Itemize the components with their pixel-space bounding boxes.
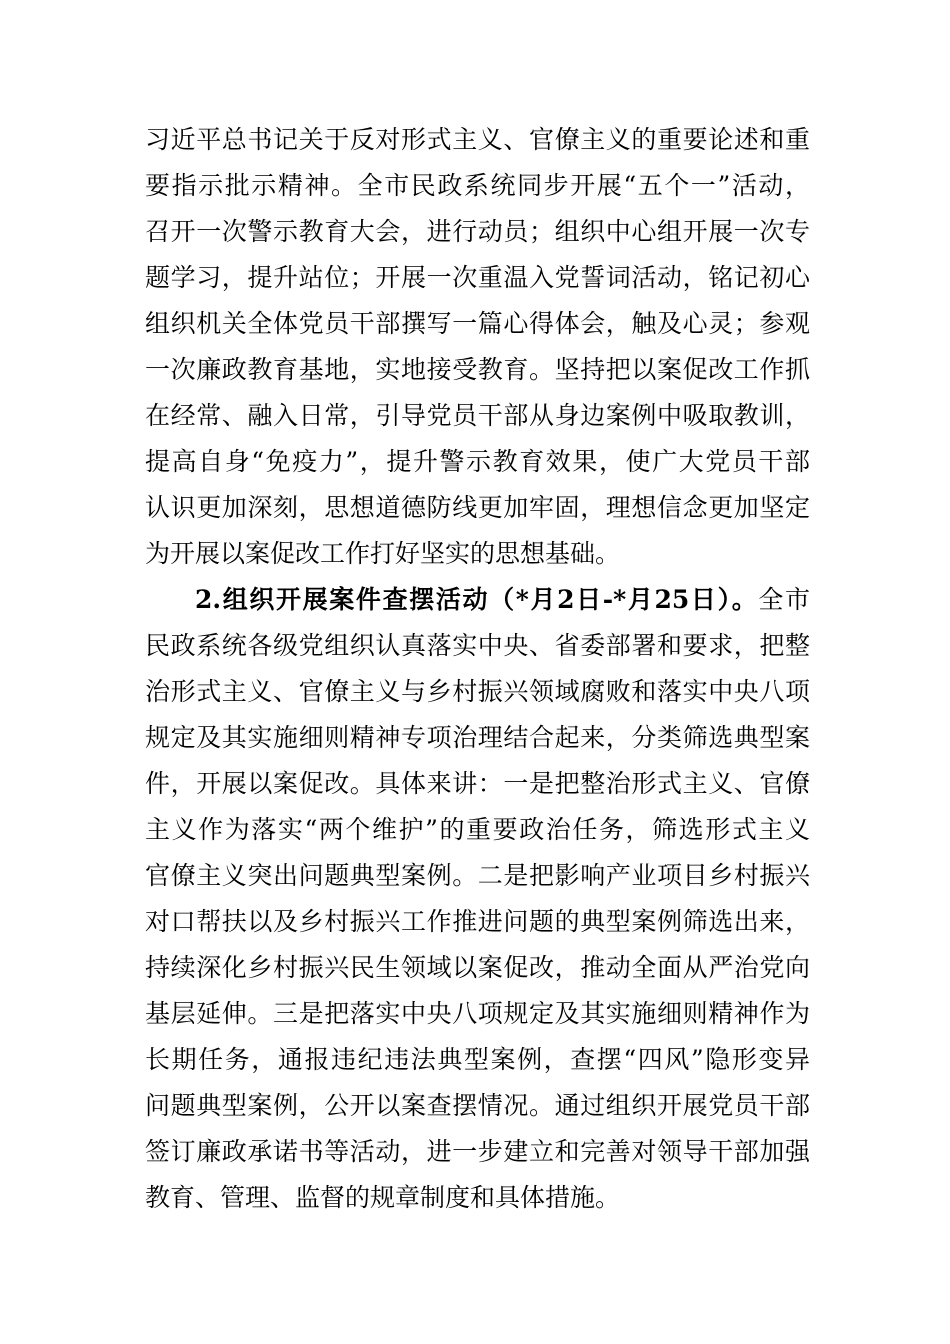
paragraph-line: 提高自身“免疫力”，提升警示教育效果，使广大党员干部 [145, 447, 810, 476]
paragraph-line: 认识更加深刻，思想道德防线更加牢固，理想信念更加坚定 [145, 493, 810, 522]
paragraph-line: 民政系统各级党组织认真落实中央、省委部署和要求，把整 [145, 631, 810, 660]
paragraph-line: 基层延伸。三是把落实中央八项规定及其实施细则精神作为 [145, 999, 810, 1028]
paragraph-line: 对口帮扶以及乡村振兴工作推进问题的典型案例筛选出来， [145, 907, 810, 936]
paragraph-line: 问题典型案例，公开以案查摆情况。通过组织开展党员干部 [145, 1091, 810, 1120]
paragraph-line: 要指示批示精神。全市民政系统同步开展“五个一”活动， [145, 171, 810, 200]
paragraph-line: 持续深化乡村振兴民生领域以案促改，推动全面从严治党向 [145, 953, 810, 982]
paragraph-line: 长期任务，通报违纪违法典型案例，查摆“四风”隐形变异 [145, 1045, 810, 1074]
paragraph-line: 主义作为落实“两个维护”的重要政治任务，筛选形式主义 [145, 815, 810, 844]
paragraph-line: 官僚主义突出问题典型案例。二是把影响产业项目乡村振兴 [145, 861, 810, 890]
paragraph-line: 教育、管理、监督的规章制度和具体措施。 [145, 1183, 621, 1212]
paragraph-line: 件，开展以案促改。具体来讲：一是把整治形式主义、官僚 [145, 769, 810, 798]
heading-tail-text: 全市 [758, 585, 810, 614]
paragraph-heading-line [195, 580, 810, 620]
paragraph-line: 召开一次警示教育大会，进行动员；组织中心组开展一次专 [145, 217, 810, 246]
paragraph-line: 组织机关全体党员干部撰写一篇心得体会，触及心灵；参观 [145, 309, 810, 338]
section-heading: 2.组织开展案件查摆活动（*月2日-*月25日）。 [195, 585, 759, 614]
paragraph-line: 为开展以案促改工作打好坚实的思想基础。 [145, 539, 621, 568]
paragraph-line: 题学习，提升站位；开展一次重温入党誓词活动，铭记初心 [145, 263, 810, 292]
paragraph-line: 习近平总书记关于反对形式主义、官僚主义的重要论述和重 [145, 125, 810, 154]
paragraph-line: 规定及其实施细则精神专项治理结合起来，分类筛选典型案 [145, 723, 810, 752]
paragraph-line: 在经常、融入日常，引导党员干部从身边案例中吸取教训， [145, 401, 810, 430]
paragraph-line: 一次廉政教育基地，实地接受教育。坚持把以案促改工作抓 [145, 355, 810, 384]
paragraph-line: 签订廉政承诺书等活动，进一步建立和完善对领导干部加强 [145, 1137, 810, 1166]
paragraph-line: 治形式主义、官僚主义与乡村振兴领域腐败和落实中央八项 [145, 677, 810, 706]
